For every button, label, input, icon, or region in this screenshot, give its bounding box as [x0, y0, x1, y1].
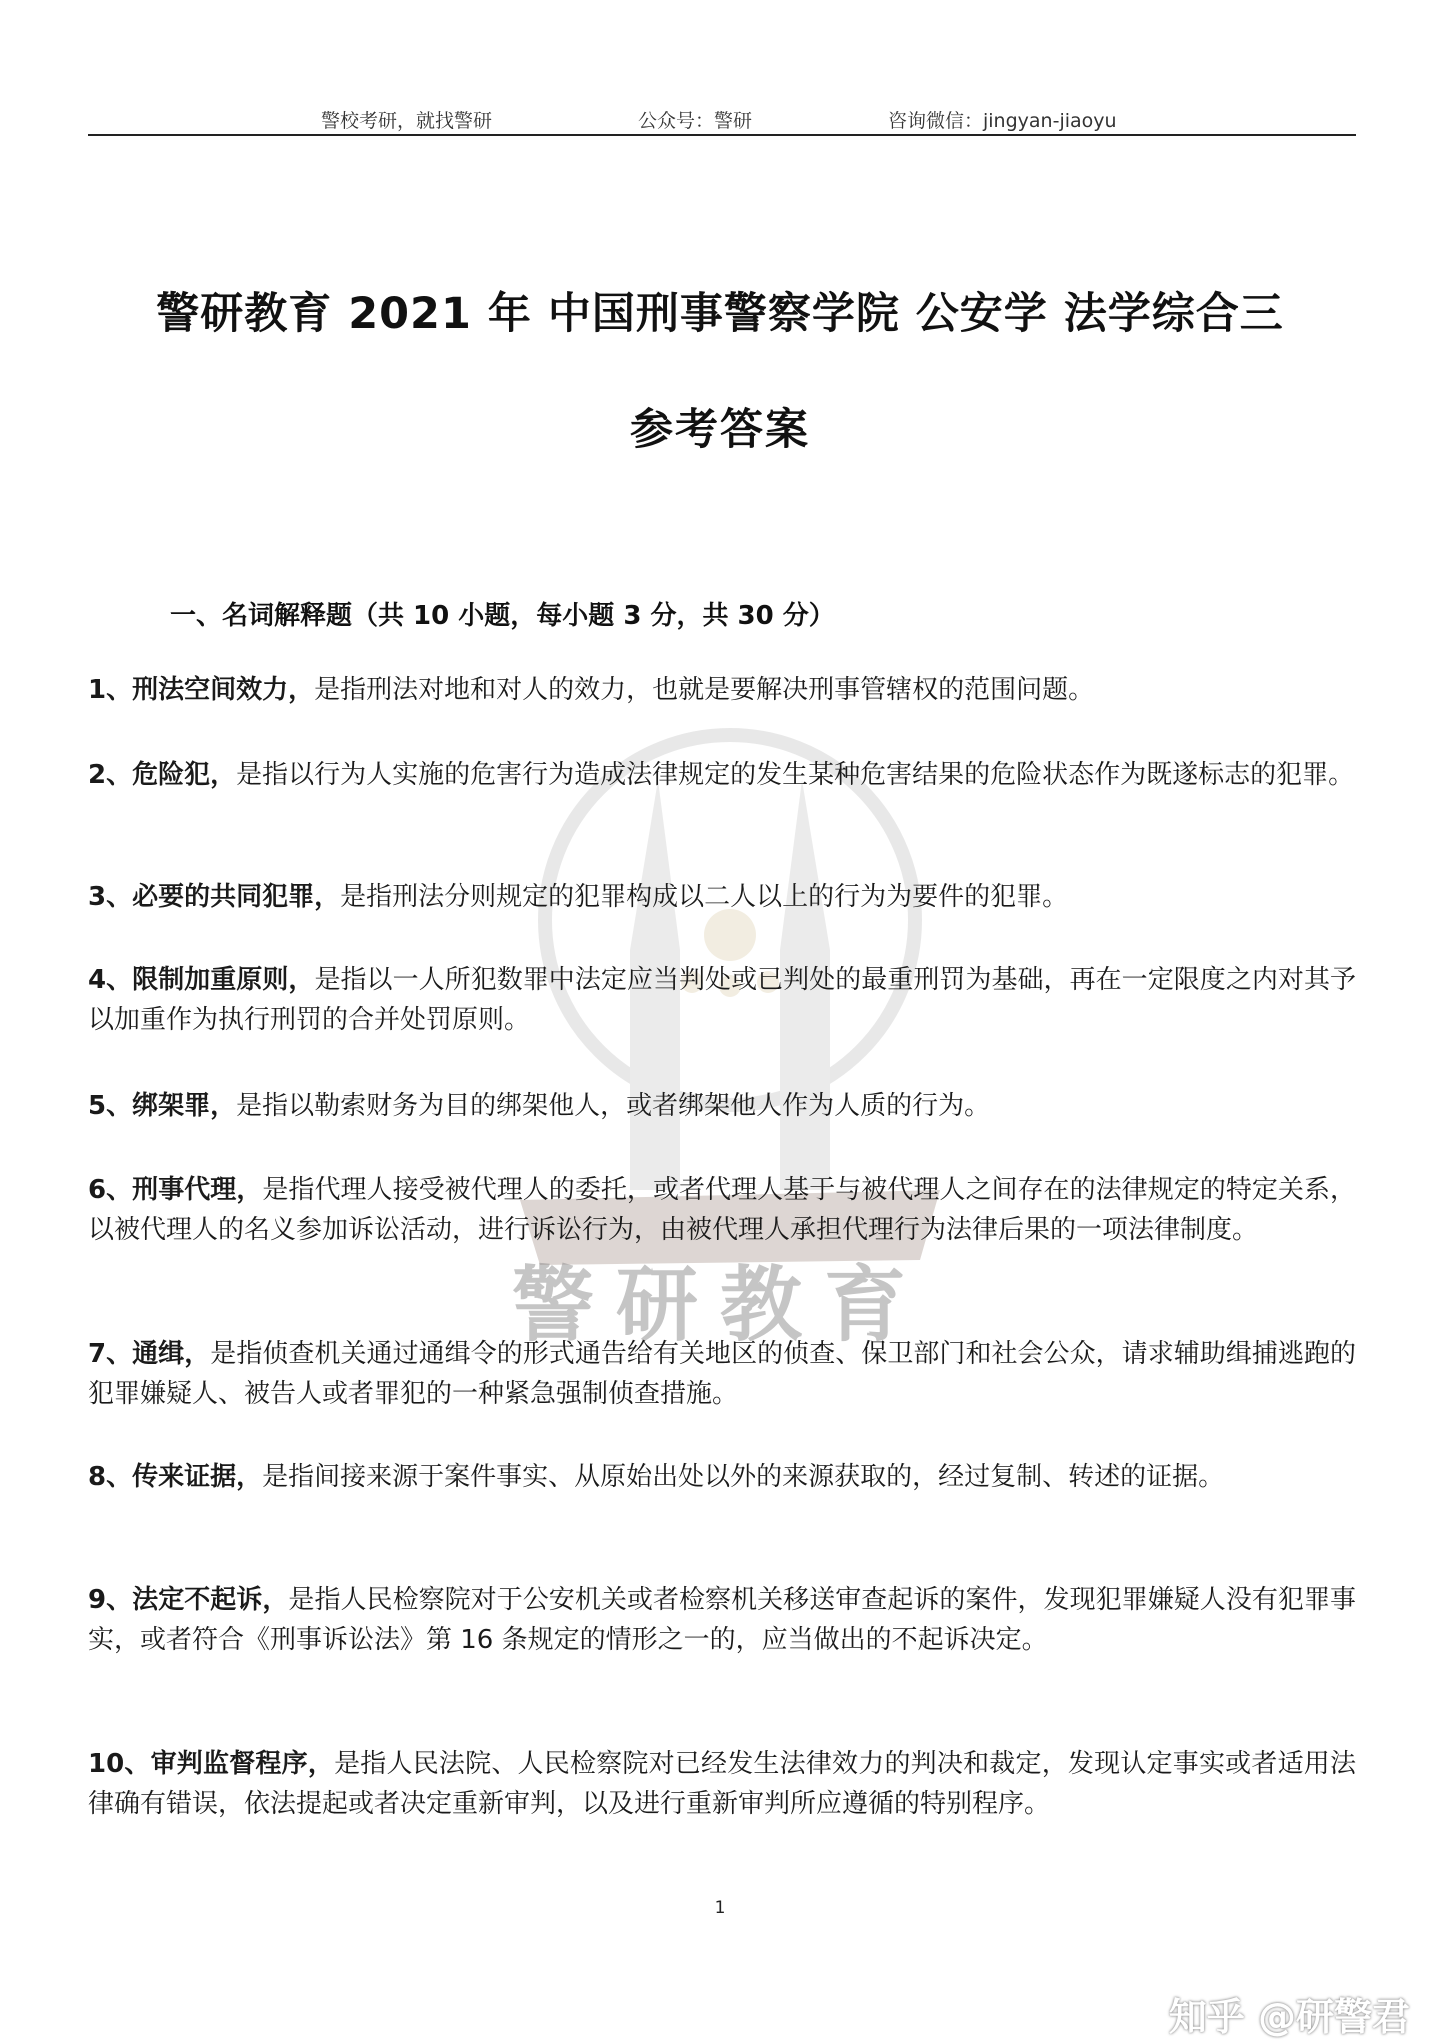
item-definition: 是指刑法对地和对人的效力，也就是要解决刑事管辖权的范围问题。: [314, 675, 1095, 705]
document-subtitle: 参考答案: [630, 405, 810, 455]
list-item: [88, 1170, 1356, 1250]
item-definition: 是指代理人接受被代理人的委托，或者代理人基于与被代理人之间存在的法律规定的特定关系，以被代理人的名义参加诉讼活动，进行诉讼行为，由被代理人承担代理行为法律后果的一项法律制度。: [88, 1175, 1356, 1245]
list-item: [88, 1086, 1356, 1126]
item-definition: 是指刑法分则规定的犯罪构成以二人以上的行为为要件的犯罪。: [340, 882, 1069, 912]
item-term: 4、限制加重原则，: [88, 965, 315, 995]
list-item: [88, 1334, 1356, 1414]
watermark-text: 警研教育: [511, 1258, 928, 1353]
section-heading: 一、名词解释题（共 10 小题，每小题 3 分，共 30 分）: [170, 601, 835, 631]
item-term: 10、审判监督程序，: [88, 1749, 335, 1779]
item-term: 7、通缉，: [88, 1339, 211, 1369]
list-item: [88, 877, 1356, 917]
item-term: 1、刑法空间效力，: [88, 675, 315, 705]
header-account: 公众号：警研: [638, 110, 753, 132]
list-item: [88, 1580, 1356, 1660]
item-definition: 是指人民法院、人民检察院对已经发生法律效力的判决和裁定，发现认定事实或者适用法律确有错误，依法提起或者决定重新审判，以及进行重新审判所应遵循的特别程序。: [88, 1749, 1356, 1819]
zhihu-watermark: 知乎 @研警君: [1168, 1995, 1410, 2039]
header-slogan: 警校考研，就找警研: [321, 110, 493, 132]
list-item: [88, 755, 1356, 795]
page-number: 1: [714, 1898, 726, 1918]
item-definition: 是指以一人所犯数罪中法定应当判处或已判处的最重刑罚为基础，再在一定限度之内对其予以加重作为执行刑罚的合并处罚原则。: [88, 965, 1356, 1035]
item-definition: 是指以勒索财务为目的绑架他人，或者绑架他人作为人质的行为。: [236, 1091, 991, 1121]
list-item: [88, 960, 1356, 1040]
item-term: 6、刑事代理，: [88, 1175, 263, 1205]
header-wechat: 咨询微信：jingyan-jiaoyu: [888, 110, 1117, 132]
item-term: 5、绑架罪，: [88, 1091, 237, 1121]
page-header: [88, 100, 1356, 136]
item-term: 3、必要的共同犯罪，: [88, 882, 341, 912]
header-divider: [88, 134, 1356, 136]
item-term: 9、法定不起诉，: [88, 1585, 289, 1615]
list-item: [88, 670, 1356, 710]
item-definition: 是指间接来源于案件事实、从原始出处以外的来源获取的，经过复制、转述的证据。: [262, 1462, 1225, 1492]
list-item: [88, 1744, 1356, 1824]
item-definition: 是指人民检察院对于公安机关或者检察机关移送审查起诉的案件，发现犯罪嫌疑人没有犯罪事实，或者符合《刑事诉讼法》第 16 条规定的情形之一的，应当做出的不起诉决定。: [88, 1585, 1356, 1655]
item-term: 8、传来证据，: [88, 1462, 263, 1492]
item-definition: 是指侦查机关通过通缉令的形式通告给有关地区的侦查、保卫部门和社会公众，请求辅助缉捕逃跑的犯罪嫌疑人、被告人或者罪犯的一种紧急强制侦查措施。: [88, 1339, 1356, 1409]
item-definition: 是指以行为人实施的危害行为造成法律规定的发生某种危害结果的危险状态作为既遂标志的犯罪。: [236, 760, 1355, 790]
list-item: [88, 1457, 1356, 1497]
document-title: 警研教育 2021 年 中国刑事警察学院 公安学 法学综合三: [156, 289, 1284, 339]
item-term: 2、危险犯，: [88, 760, 237, 790]
